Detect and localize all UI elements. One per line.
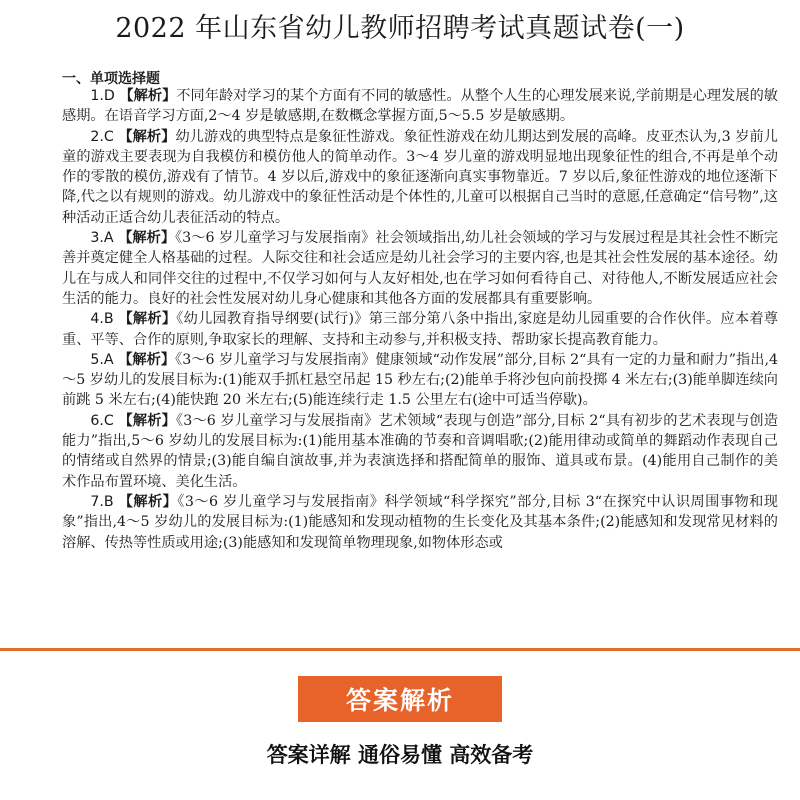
document-title: 2022 年山东省幼儿教师招聘考试真题试卷(一) [115,13,685,44]
answer-item [62,309,778,350]
promo-tagline: 答案详解 通俗易懂 高效备考 [266,743,534,767]
answer-list [62,86,778,553]
analysis-tag: 【解析】 [118,351,176,368]
answer-item [62,350,778,411]
analysis-tag: 【解析】 [119,88,177,104]
answer-number: 5.A [90,351,114,368]
answer-analysis-badge: 答案解析 [298,676,502,722]
answer-number: 3.A [90,230,114,247]
answer-number: 7.B [90,493,114,510]
answer-item [62,127,778,228]
promo-footer [0,651,800,800]
analysis-tag: 【解析】 [118,311,177,328]
answer-number: 1.D [90,88,115,104]
answer-number: 6.C [90,412,114,429]
answer-item [62,411,778,492]
analysis-tag: 【解析】 [118,128,176,145]
answer-number: 4.B [90,311,114,328]
answer-number: 2.C [90,128,114,145]
analysis-tag: 【解析】 [118,412,176,429]
answer-item [62,228,778,309]
analysis-text: 不同年龄对学习的某个方面有不同的敏感性。从整个人生的心理发展来说,学前期是心理发展的敏感期。在语音学习方面,2～4 岁是敏感期,在数概念掌握方面,5～5.5 岁是敏感期。 [62,88,778,125]
analysis-tag: 【解析】 [118,230,176,247]
analysis-text: 幼儿游戏的典型特点是象征性游戏。象征性游戏在幼儿期达到发展的高峰。皮亚杰认为,3 岁前儿童的游戏主要表现为自我模仿和模仿他人的简单动作。3～4 岁儿童的游戏明显地出现象征性的组合,不再是单个动作的零散的模仿,游戏有了情节。4 岁以后,游戏中的象征逐渐向真实事物靠近。7 岁以后,象征性游戏的地位逐渐下降,代之以有规则的游戏。幼儿游戏中的象征性活动是个体性的,儿童可以根据自己当时的意愿,任意确定“信号物”,这种活动正适合幼儿表征活动的特点。 [62,128,778,226]
answer-item [62,86,778,127]
answer-item [62,492,778,553]
analysis-tag: 【解析】 [118,493,178,510]
section-heading: 一、单项选择题 [62,71,160,87]
analysis-text: 《3～6 岁儿童学习与发展指南》健康领域“动作发展”部分,目标 2“具有一定的力量和耐力”指出,4～5 岁幼儿的发展目标为:(1)能双手抓杠悬空吊起 15 秒左右;(2)能单手将沙包向前投掷 4 米左右;(3)能单脚连续向前跳 5 米左右;(4)能快跑 20 米左右;(5)能连续行走 1.5 公里左右(途中可适当停歇)。 [62,351,778,409]
analysis-text: 《3～6 岁儿童学习与发展指南》科学领域“科学探究”部分,目标 3“在探究中认识周围事物和现象”指出,4～5 岁幼儿的发展目标为:(1)能感知和发现动植物的生长变化及其基本条件;(2)能感知和发现常见材料的溶解、传热等性质或用途;(3)能感知和发现简单物理现象,如物体形态或 [62,493,778,551]
analysis-text: 《3～6 岁儿童学习与发展指南》艺术领域“表现与创造”部分,目标 2“具有初步的艺术表现与创造能力”指出,5～6 岁幼儿的发展目标为:(1)能用基本准确的节奏和音调唱歌;(2)能用律动或简单的舞蹈动作表现自己的情绪或自然界的情景;(3)能自编自演故事,并为表演选择和搭配简单的服饰、道具或布景。(4)能用自己制作的美术作品布置环境、美化生活。 [62,412,778,490]
analysis-text: 《幼儿园教育指导纲要(试行)》第三部分第八条中指出,家庭是幼儿园重要的合作伙伴。应本着尊重、平等、合作的原则,争取家长的理解、支持和主动参与,并积极支持、帮助家长提高教育能力。 [62,311,778,348]
analysis-text: 《3～6 岁儿童学习与发展指南》社会领域指出,幼儿社会领域的学习与发展过程是其社会性不断完善并奠定健全人格基础的过程。人际交往和社会适应是幼儿社会学习的主要内容,也是其社会性发展的基本途径。幼儿在与成人和同伴交往的过程中,不仅学习如何与人友好相处,也在学习如何看待自己、对待他人,不断发展适应社会生活的能力。良好的社会性发展对幼儿身心健康和其他各方面的发展都具有重要影响。 [62,230,778,307]
